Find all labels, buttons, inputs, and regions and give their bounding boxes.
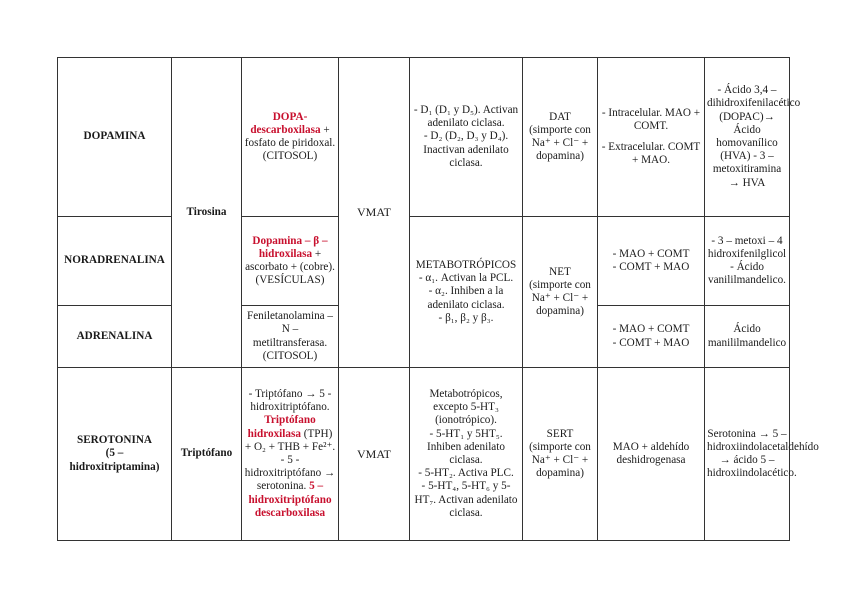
enzyme-step-2: (TPH) + O₂ + THB + Fe²⁺. - 5 - hidroxitriptófano → serotonina. — [244, 427, 336, 493]
metabolite-noradrenalina: - 3 – metoxi – 4 hidroxifenilglicol - Ácido vanililmandelico. — [705, 217, 790, 306]
transporter-detail: (simporte con Na⁺ + Cl⁻ + dopamina) — [529, 278, 591, 318]
enzyme-cofactor: + fosfato de piridoxal. (CITOSOL) — [244, 123, 336, 163]
vesicular-transporter-catecholamines: VMAT — [339, 58, 410, 368]
table-row — [58, 217, 790, 306]
enzyme-adrenalina: Feniletanolamina – N – metiltransferasa. (CITOSOL) — [242, 306, 339, 368]
enzyme-serotonina — [242, 368, 339, 541]
precursor-triptofano: Triptófano — [172, 368, 242, 541]
enzyme-noradrenalina — [242, 217, 339, 306]
degradation-dopamina — [598, 58, 705, 217]
transporter-dopamina — [523, 58, 598, 217]
degradation-line: - MAO + COMT — [612, 323, 690, 336]
receptors-adrenergic — [410, 217, 523, 368]
table-row — [58, 368, 790, 541]
receptor-type: METABOTRÓPICOS — [415, 258, 517, 271]
metabolite-dopamina: - Ácido 3,4 – dihidroxifenilacético (DOPAC)→ Ácido homovanílico (HVA) - 3 – metoxitiramina → HVA — [705, 58, 790, 217]
receptors-dopamina — [410, 58, 523, 217]
receptor-type: Metabotrópicos, excepto 5-HT₃ (ionotrópico). — [429, 387, 503, 427]
transporter-name: SERT — [546, 427, 574, 440]
metabolite-adrenalina: Ácido manililmandelico — [705, 306, 790, 368]
neurotransmitter-table — [57, 57, 819, 541]
receptor-alpha1: - α₁. Activan la PCL. — [418, 272, 514, 285]
degradation-line: - COMT + MAO — [612, 261, 690, 273]
receptor-5ht1: - 5-HT₁ y 5HT₅. Inhiben adenilato ciclasa. — [427, 427, 505, 466]
vesicular-transporter-serotonina: VMAT — [339, 368, 410, 541]
enzyme-name-tph: Triptófano hidroxilasa — [247, 414, 316, 440]
degradation-line: - MAO + COMT — [612, 247, 690, 260]
table-row — [58, 58, 790, 217]
degradation-noradrenalina — [598, 217, 705, 306]
transporter-name: DAT — [549, 110, 571, 123]
enzyme-cofactor: + ascorbato + (cobre). (VESÍCULAS) — [245, 247, 335, 287]
spacer — [600, 133, 702, 141]
transporter-noradrenalina — [523, 217, 598, 368]
transporter-name: NET — [549, 265, 571, 278]
enzyme-step-1: - Triptófano → 5 - hidroxitriptófano. — [248, 387, 332, 414]
metabolite-serotonina: Serotonina → 5 – hidroxiindolacetaldehído → ácido 5 – hidroxiindolacético. — [705, 368, 790, 541]
receptor-5ht4: - 5-HT₄, 5-HT₆ y 5-HT₇. Activan adenilato ciclasa. — [414, 480, 518, 519]
receptor-d1: - D₁ (D₁ y D₅). Activan adenilato ciclasa. — [413, 103, 519, 130]
receptors-serotonina — [410, 368, 523, 541]
transporter-detail: (simporte con Na⁺ + Cl⁻ + dopamina) — [529, 123, 591, 163]
degradation-adrenalina — [598, 306, 705, 368]
nt-name-noradrenalina: NORADRENALINA — [58, 217, 172, 306]
enzyme-name: DOPA-descarboxilasa — [250, 110, 321, 136]
degradation-line: - COMT + MAO — [612, 336, 690, 349]
nt-name-serotonina — [58, 368, 172, 541]
nt-name: SEROTONINA — [76, 434, 153, 447]
nt-synonym: (5 – hidroxitriptamina) — [69, 447, 160, 473]
precursor-tirosina: Tirosina — [172, 58, 242, 368]
receptor-d2: - D₂ (D₂, D₃ y D₄). Inactivan adenilato ciclasa. — [423, 130, 509, 169]
nt-name-dopamina: DOPAMINA — [58, 58, 172, 217]
receptor-alpha2: - α₂. Inhiben a la adenilato ciclasa. — [427, 285, 505, 311]
degradation-extracelular: - Extracelular. COMT + MAO. — [601, 141, 701, 167]
nt-name-adrenalina: ADRENALINA — [58, 306, 172, 368]
enzyme-dopamina — [242, 58, 339, 217]
receptor-5ht2: - 5-HT₂. Activa PLC. — [418, 467, 514, 480]
transporter-serotonina — [523, 368, 598, 541]
degradation-intracelular: - Intracelular. MAO + COMT. — [601, 106, 701, 132]
transporter-detail: (simporte con Na⁺ + Cl⁻ + dopamina) — [529, 440, 591, 480]
degradation-serotonina: MAO + aldehído deshidrogenasa — [598, 368, 705, 541]
receptor-beta: - β₁, β₂ y β₃. — [438, 311, 494, 324]
enzyme-name-decarboxylase: 5 – hidroxitriptófano descarboxilasa — [248, 480, 332, 519]
enzyme-name: Dopamina – β – hidroxilasa — [252, 234, 328, 260]
